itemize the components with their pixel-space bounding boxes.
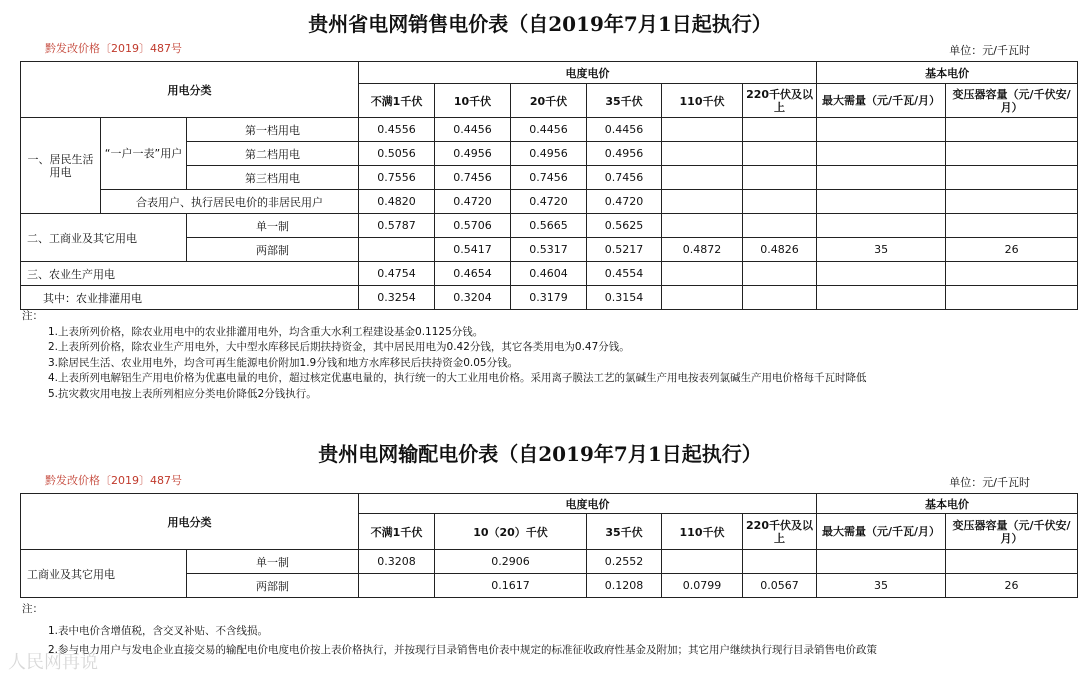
empty-cell (743, 118, 817, 142)
row-agriculture: 三、农业生产用电 (21, 262, 359, 286)
price-cell: 0.4956 (587, 142, 662, 166)
empty-cell (946, 118, 1078, 142)
price-cell: 0.4456 (435, 118, 511, 142)
price-cell (359, 574, 435, 598)
empty-cell (817, 550, 946, 574)
empty-cell (743, 550, 817, 574)
table1-notes (22, 309, 1058, 402)
empty-cell (817, 286, 946, 310)
transmission-price-table (20, 493, 1078, 598)
note-item: 4.上表所列电解铝生产用电价格为优惠电量的电价，超过核定优惠电量的，执行统一的大工业用电价格。采用离子膜法工艺的氯碱生产用电按表列氯碱生产用电价格每千瓦时降低 (48, 372, 867, 384)
empty-cell (946, 166, 1078, 190)
header-voltage-20kv: 20千伏 (511, 84, 587, 118)
row-irrigation: 其中：农业排灌用电 (21, 286, 359, 310)
row-label: 合表用户、执行居民电价的非居民用户 (101, 190, 359, 214)
table2-title: 贵州电网输配电价表（自2019年7月1日起执行） (318, 442, 762, 466)
empty-cell (817, 166, 946, 190)
empty-cell (743, 166, 817, 190)
table2-doc-number: 黔发改价格〔2019〕487号 (45, 474, 182, 487)
price-cell: 0.4456 (511, 118, 587, 142)
header-transformer-capacity: 变压器容量（元/千伏安/月） (946, 514, 1078, 550)
price-cell (359, 238, 435, 262)
price-cell: 0.4956 (511, 142, 587, 166)
price-cell: 0.4654 (435, 262, 511, 286)
price-cell: 0.4456 (587, 118, 662, 142)
table1-doc-number: 黔发改价格〔2019〕487号 (45, 42, 182, 55)
header-basic-price: 基本电价 (817, 494, 1078, 514)
row-label: 第三档用电 (187, 166, 359, 190)
price-cell: 0.4720 (587, 190, 662, 214)
notes-label: 注： (22, 310, 43, 322)
table2-notes (22, 602, 1058, 659)
header-energy-price: 电度电价 (359, 494, 817, 514)
price-cell: 35 (817, 574, 946, 598)
row-label: 第一档用电 (187, 118, 359, 142)
header-voltage-35kv: 35千伏 (587, 514, 662, 550)
empty-cell (946, 142, 1078, 166)
notes-label: 注： (22, 603, 43, 615)
table2-unit: 单位：元/千瓦时 (949, 476, 1030, 489)
price-cell: 0.5665 (511, 214, 587, 238)
empty-cell (946, 190, 1078, 214)
empty-cell (946, 262, 1078, 286)
price-cell: 0.1208 (587, 574, 662, 598)
price-cell: 0.4820 (359, 190, 435, 214)
row-one-meter-users: “一户一表”用户 (101, 118, 187, 190)
header-voltage-10kv: 10千伏 (435, 84, 511, 118)
header-max-demand: 最大需量（元/千瓦/月） (817, 514, 946, 550)
price-cell: 0.0799 (662, 574, 743, 598)
header-voltage-lt1kv: 不满1千伏 (359, 84, 435, 118)
price-cell: 0.4720 (511, 190, 587, 214)
empty-cell (817, 214, 946, 238)
header-voltage-110kv: 110千伏 (662, 514, 743, 550)
price-cell: 0.2552 (587, 550, 662, 574)
empty-cell (946, 286, 1078, 310)
price-cell: 0.3154 (587, 286, 662, 310)
header-transformer-capacity: 变压器容量（元/千伏安/月） (946, 84, 1078, 118)
price-cell: 0.4826 (743, 238, 817, 262)
price-cell: 0.4554 (587, 262, 662, 286)
price-cell: 0.5625 (587, 214, 662, 238)
price-cell: 0.7556 (359, 166, 435, 190)
header-voltage-35kv: 35千伏 (587, 84, 662, 118)
price-cell: 0.4720 (435, 190, 511, 214)
empty-cell (662, 190, 743, 214)
price-cell: 26 (946, 238, 1078, 262)
empty-cell (662, 262, 743, 286)
empty-cell (946, 550, 1078, 574)
header-voltage-lt1kv: 不满1千伏 (359, 514, 435, 550)
price-cell: 0.7456 (435, 166, 511, 190)
empty-cell (662, 118, 743, 142)
header-voltage-110kv: 110千伏 (662, 84, 743, 118)
row-label: 两部制 (187, 238, 359, 262)
price-cell: 0.4754 (359, 262, 435, 286)
header-category: 用电分类 (21, 62, 359, 118)
row-commercial: 工商业及其它用电 (21, 550, 187, 598)
empty-cell (743, 262, 817, 286)
header-basic-price: 基本电价 (817, 62, 1078, 84)
empty-cell (817, 262, 946, 286)
price-cell: 0.0567 (743, 574, 817, 598)
price-cell: 0.3254 (359, 286, 435, 310)
note-item: 1.上表所列价格，除农业用电中的农业排灌用电外，均含重大水利工程建设基金0.1125分钱。 (48, 325, 484, 338)
row-residential: 一、居民生活用电 (21, 118, 101, 214)
row-label: 单一制 (187, 550, 359, 574)
price-cell: 26 (946, 574, 1078, 598)
empty-cell (817, 190, 946, 214)
empty-cell (662, 214, 743, 238)
price-cell: 0.5787 (359, 214, 435, 238)
empty-cell (662, 286, 743, 310)
header-voltage-220kv: 220千伏及以上 (743, 514, 817, 550)
price-cell: 0.7456 (511, 166, 587, 190)
watermark: 人民网再说 (8, 652, 98, 673)
note-item: 1.表中电价含增值税，含交叉补贴、不含线损。 (48, 624, 269, 637)
row-label: 两部制 (187, 574, 359, 598)
price-cell: 0.4556 (359, 118, 435, 142)
empty-cell (662, 166, 743, 190)
empty-cell (743, 142, 817, 166)
sales-price-table (20, 61, 1078, 310)
price-cell: 0.5056 (359, 142, 435, 166)
price-cell: 0.2906 (435, 550, 587, 574)
price-cell: 0.4872 (662, 238, 743, 262)
price-cell: 0.7456 (587, 166, 662, 190)
price-cell: 0.5217 (587, 238, 662, 262)
empty-cell (946, 214, 1078, 238)
header-max-demand: 最大需量（元/千瓦/月） (817, 84, 946, 118)
empty-cell (817, 118, 946, 142)
price-cell: 0.5706 (435, 214, 511, 238)
note-item: 3.除居民生活、农业用电外，均含可再生能源电价附加1.9分钱和地方水库移民后扶持资金0.05分钱。 (48, 356, 519, 369)
row-label: 第二档用电 (187, 142, 359, 166)
empty-cell (817, 142, 946, 166)
note-item: 5.抗灾救灾用电按上表所列相应分类电价降低2分钱执行。 (48, 387, 317, 400)
empty-cell (743, 286, 817, 310)
empty-cell (662, 550, 743, 574)
price-cell: 0.5317 (511, 238, 587, 262)
price-cell: 0.5417 (435, 238, 511, 262)
note-item: 2.参与电力用户与发电企业直接交易的输配电价电度电价按上表价格执行，并按现行目录销售电价表中规定的标准征收政府性基金及附加；其它用户继续执行现行目录销售电价政策 (48, 644, 878, 656)
note-item: 2.上表所列价格，除农业生产用电外，大中型水库移民后期扶持资金，其中居民用电为0.42分钱，其它各类用电为0.47分钱。 (48, 341, 630, 353)
row-commercial: 二、工商业及其它用电 (21, 214, 187, 262)
header-energy-price: 电度电价 (359, 62, 817, 84)
price-cell: 0.4956 (435, 142, 511, 166)
price-cell: 35 (817, 238, 946, 262)
header-voltage-220kv: 220千伏及以上 (743, 84, 817, 118)
price-cell: 0.1617 (435, 574, 587, 598)
header-voltage-10-20kv: 10（20）千伏 (435, 514, 587, 550)
empty-cell (743, 190, 817, 214)
table1-unit: 单位：元/千瓦时 (949, 44, 1030, 57)
price-cell: 0.3204 (435, 286, 511, 310)
header-category: 用电分类 (21, 494, 359, 550)
empty-cell (662, 142, 743, 166)
price-cell: 0.3208 (359, 550, 435, 574)
row-label: 单一制 (187, 214, 359, 238)
price-cell: 0.3179 (511, 286, 587, 310)
table1-title: 贵州省电网销售电价表（自2019年7月1日起执行） (308, 12, 772, 36)
price-cell: 0.4604 (511, 262, 587, 286)
empty-cell (743, 214, 817, 238)
